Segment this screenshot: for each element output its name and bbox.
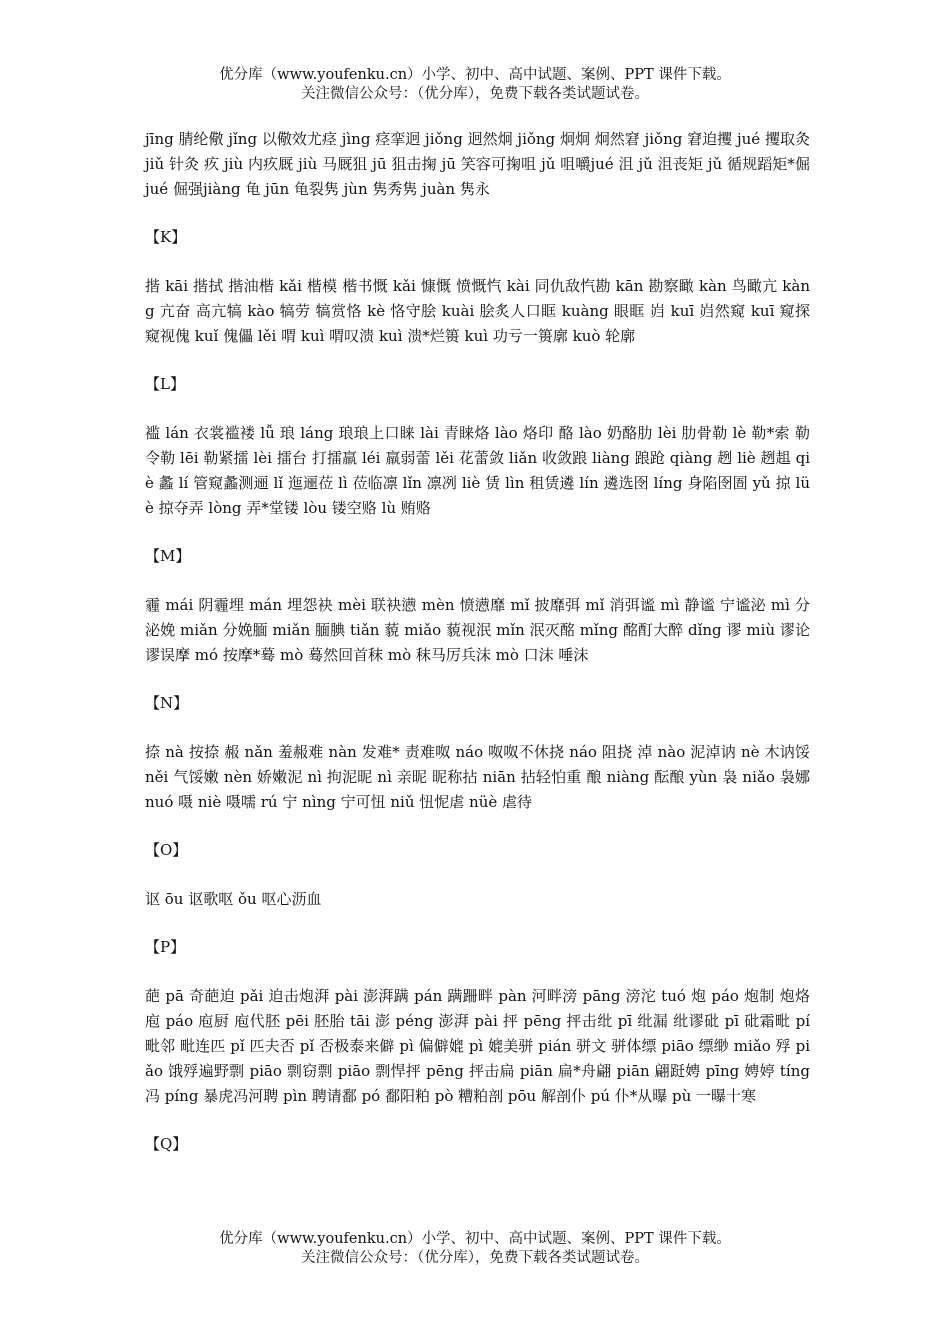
section-k-text: 揩 kāi 揩拭 揩油楷 kǎi 楷模 楷书慨 kǎi 慷慨 愤慨忾 kài 同仇敌忾勘 kān 勘察瞰 kàn 鸟瞰亢 kàng 亢奋 高亢犒 kào 犒劳 犒赏恪 kè 恪守脍 kuài 脍炙人口眶 kuàng 眼眶 岿 kuī 岿然窥 kuī 窥探 窥视傀 kuǐ 傀儡 lěi 喟 kuì 喟叹溃 kuì 溃*烂篑 kuì 功亏一篑廓 kuò 轮廓	[145, 277, 810, 345]
section-p-text: 葩 pā 奇葩迫 pǎi 迫击炮湃 pài 澎湃蹒 pán 蹒跚畔 pàn 河畔滂 pāng 滂沱 tuó 炮 páo 炮制 炮烙庖 páo 庖厨 庖代胚 pēi 胚胎 tāi 澎 péng 澎湃 pài 抨 pēng 抨击纰 pī 纰漏 纰谬砒 pī 砒霜毗 pí 毗邻 毗连匹 pǐ 匹夫否 pǐ 否极泰来僻 pì 偏僻媲 pì 媲美骈 pián 骈文 骈体缥 piāo 缥缈 miǎo 殍 piǎo 饿殍遍野剽 piāo 剽窃剽 piāo 剽悍抨 pēng 抨击扁 piān 扁*舟翩 piān 翩跹娉 pīng 娉婷 tíng 冯 píng 暴虎冯河聘 pìn 聘请鄱 pó 鄱阳粕 pò 糟粕剖 pōu 解剖仆 pú 仆*从曝 pù 一曝十寒	[145, 987, 810, 1105]
section-l-heading: 【L】	[145, 375, 185, 393]
section-m-heading: 【M】	[145, 547, 191, 565]
section-n-text: 捺 nà 按捺 赧 nǎn 羞赧难 nàn 发难* 责难呶 náo 呶呶不休挠 náo 阻挠 淖 nào 泥淖讷 nè 木讷馁 něi 气馁嫩 nèn 娇嫩泥 nì 拘泥昵 nì 亲昵 昵称拈 niān 拈轻怕重 酿 niàng 酝酿 yùn 袅 niǎo 袅娜 nuó 嗫 niè 嗫嚅 rú 宁 nìng 宁可忸 niǔ 忸怩虐 nüè 虐待	[145, 743, 810, 811]
page-header	[0, 66, 950, 104]
header-line-2: 关注微信公众号：（优分库），免费下载各类试题试卷。	[301, 86, 649, 102]
section-o-heading: 【O】	[145, 841, 188, 859]
page-footer	[0, 1230, 950, 1268]
document-body	[145, 127, 810, 1157]
footer-line-2: 关注微信公众号：（优分库），免费下载各类试题试卷。	[301, 1250, 649, 1266]
section-n-heading: 【N】	[145, 694, 189, 712]
section-o-text: 讴 ōu 讴歌呕 ǒu 呕心沥血	[145, 890, 322, 908]
header-line-1: 优分库（www.youfenku.cn）小学、初中、高中试题、案例、PPT 课件下载。	[219, 67, 731, 83]
section-j-text: jīng 腈纶儆 jǐng 以儆效尤痉 jìng 痉挛迥 jiǒng 迥然炯 jiǒng 炯炯 炯然窘 jiǒng 窘迫攫 jué 攫取灸 jiǔ 针灸 疚 jiù 内疚厩 jiù 马厩狙 jū 狙击掬 jū 笑容可掬咀 jǔ 咀嚼jué 沮 jǔ 沮丧矩 jǔ 循规蹈矩*倔 jué 倔强jiàng 龟 jūn 龟裂隽 jùn 隽秀隽 juàn 隽永	[145, 130, 810, 198]
section-q-heading: 【Q】	[145, 1135, 188, 1153]
section-k-heading: 【K】	[145, 228, 187, 246]
footer-line-1: 优分库（www.youfenku.cn）小学、初中、高中试题、案例、PPT 课件下载。	[219, 1231, 731, 1247]
section-m-text: 霾 mái 阴霾埋 mán 埋怨袂 mèi 联袂懑 mèn 愤懑靡 mǐ 披靡弭 mǐ 消弭谧 mì 静谧 宁谧泌 mì 分泌娩 miǎn 分娩腼 miǎn 腼腆 tiǎn 藐 miǎo 藐视泯 mǐn 泯灭酩 mǐng 酩酊大醉 dǐng 谬 miù 谬论 谬误摩 mó 按摩*蓦 mò 蓦然回首秣 mò 秣马厉兵沫 mò 口沫 唾沫	[145, 596, 810, 664]
section-l-text: 褴 lán 衣裳褴褛 lǚ 琅 láng 琅琅上口睐 lài 青睐烙 lào 烙印 酪 lào 奶酪肋 lèi 肋骨勒 lè 勒*索 勒令勒 lēi 勒紧擂 lèi 擂台 打擂羸 léi 羸弱蕾 lěi 花蕾敛 liǎn 收敛踉 liàng 踉跄 qiàng 趔 liè 趔趄 qiè 蠡 lí 管窥蠡测逦 lǐ 迤逦莅 lì 莅临凛 lǐn 凛冽 liè 赁 lìn 租赁遴 lín 遴选囹 líng 身陷囹圄 yǔ 掠 lüè 掠夺弄 lòng 弄*堂镂 lòu 镂空赂 lù 贿赂	[145, 424, 810, 517]
section-p-heading: 【P】	[145, 938, 186, 956]
